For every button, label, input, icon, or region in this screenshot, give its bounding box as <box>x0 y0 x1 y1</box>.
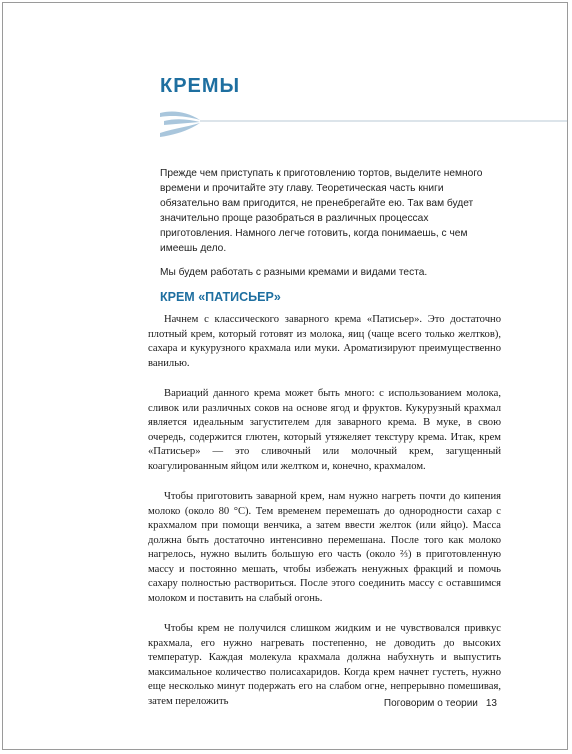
page-footer <box>384 698 497 709</box>
running-footer-title: Поговорим о теории <box>383 698 478 709</box>
section-body <box>148 313 501 725</box>
intro-paragraph: Прежде чем приступать к приготовлению тортов, выделите немного времени и прочитайте эту главу. Теоретическая часть книги обязательно вам пригодится, не пренебрегайте ею. Так вам будет значительно проще разобраться в различных процессах приготовления. Намного легче готовить, когда понимаешь, с чем имеешь дело. <box>160 168 483 254</box>
chapter-intro <box>160 166 490 289</box>
body-paragraph: Чтобы приготовить заварной крем, нам нужно нагреть почти до кипения молоко (около 80 °C). Тем временем перемешать до однородности сахар с крахмалом при помощи венчика, а затем ввести желток (или яйцо). Масса должна быть достаточно интенсивно перемешана. После того как молоко нагрелось, нужно вылить большую его часть (около ⅔) в приготовленную массу и постоянно мешать, чтобы избежать ненужных фракций и помочь сахару полностью раствориться. После этого соединить массу с оставшимся молоком и поставить на слабый огонь. <box>148 491 501 604</box>
page-number: 13 <box>485 698 497 709</box>
book-page <box>2 2 568 750</box>
wave-ornament-icon <box>160 107 567 143</box>
section-title: КРЕМ «ПАТИСЬЕР» <box>160 290 281 304</box>
body-paragraph: Чтобы крем не получился слишком жидким и не чувствовался привкус крахмала, его нужно нагревать постепенно, не доводить до высоких температур. Каждая молекула крахмала должна набухнуть и выпустить максимальное количество полисахаридов. Когда крем начнет густеть, нужно еще несколько минут подержать его на слабом огне, непрерывно помешивая, затем переложить <box>148 623 501 707</box>
intro-paragraph: Мы будем работать с разными кремами и видами теста. <box>160 267 428 278</box>
body-paragraph: Начнем с классического заварного крема «Патисьер». Это достаточно плотный крем, который готовят из молока, яиц (чаще всего только желтков), сахара и кукурузного крахмала или муки. Ароматизируют преимущественно ванилью. <box>148 314 501 369</box>
chapter-title: КРЕМЫ <box>160 75 241 97</box>
body-paragraph: Вариаций данного крема может быть много: с использованием молока, сливок или различных соков на основе ягод и фруктов. Кукурузный крахмал является идеальным загустителем для заварного крема. В муке, в свою очередь, содержится глютен, который утяжеляет текстуру крема. Итак, крем «Патисьер» — это сливочный или молочный крем, загущенный коагулированным яйцом или желтком и, конечно, крахмалом. <box>148 388 501 472</box>
